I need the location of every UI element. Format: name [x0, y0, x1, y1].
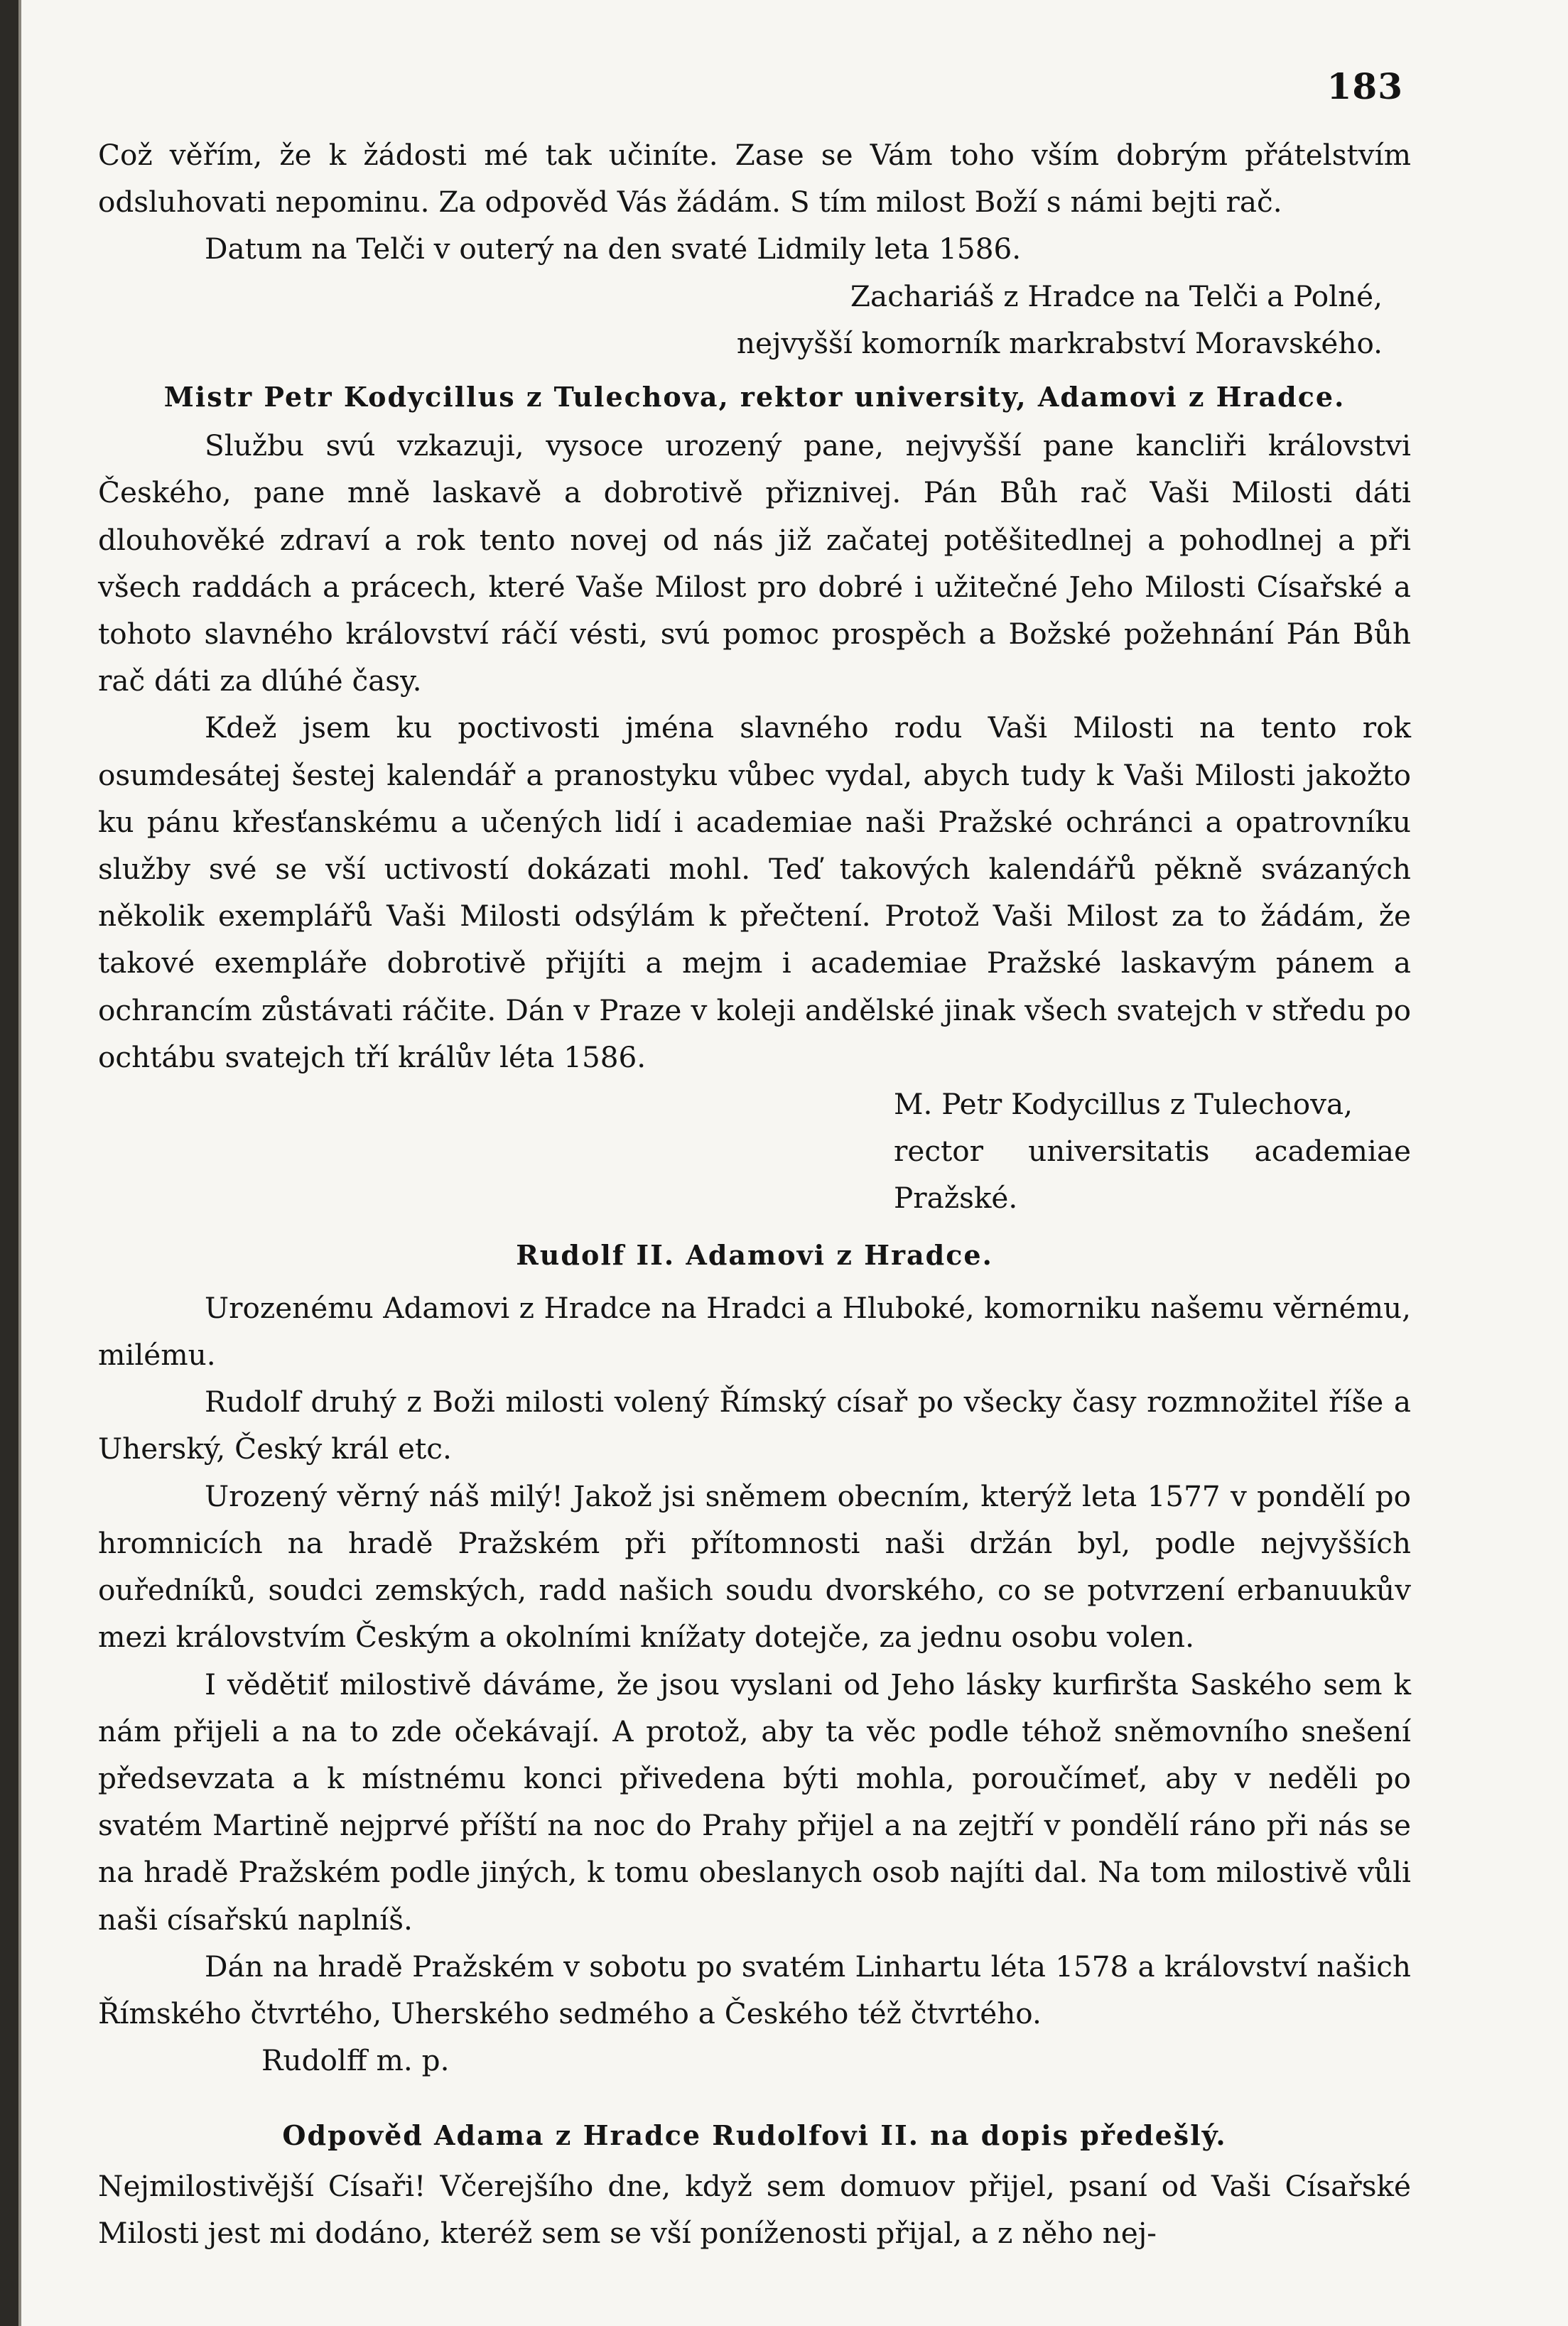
- letter4-paragraph-1: Nejmilostivější Císaři! Včerejšího dne, když sem domuov přijel, psaní od Vaši Císařské Milosti jest mi dodáno, kteréž sem se vší poníženosti přijal, a z něho nej-: [98, 2168, 1411, 2250]
- letter1-closing-paragraph: Což věřím, že k žádosti mé tak učiníte. Zase se Vám toho vším dobrým přátelstvím odsluhovati nepominu. Za odpověd Vás žádám. S tím milost Boží s námi bejti rač.: [98, 138, 1411, 220]
- letter1-date: Datum na Telči v outerý na den svaté Lidmily leta 1586.: [205, 232, 1022, 266]
- page-text: [98, 131, 1411, 2256]
- letter2-signature-title: rector universitatis academiae Pražské.: [894, 1134, 1411, 1216]
- letter3-heading: Rudolf II. Adamovi z Hradce.: [516, 1238, 993, 1271]
- page-number: 183: [1326, 65, 1403, 107]
- book-gutter-edge: [0, 0, 18, 2326]
- letter3-address: Urozenému Adamovi z Hradce na Hradci a Hluboké, komorniku našemu věrnému, milému.: [98, 1290, 1411, 1373]
- letter2-signature-name: M. Petr Kodycillus z Tulechova,: [894, 1087, 1353, 1122]
- letter1-signature-name: Zachariáš z Hradce na Telči a Polné,: [850, 278, 1383, 313]
- letter2-paragraph-2: Kdež jsem ku poctivosti jména slavného rodu Vaši Milosti na tento rok osumdesátej šestej kalendář a pranostyku vůbec vydal, abych tudy k Vaši Milosti jakožto ku pánu křesťanskému a učených lidí i academiae naši Pražské ochránci a opatrovníku služby své se vší uctivostí dokázati mohl. Teď takových kalendářů pěkně svázaných několik exemplářů Vaši Milosti odsýlám k přečtení. Protož Vaši Milost za to žádám, že takové exempláře dobrotivě přijíti a mejm i academiae Pražské laskavým pánem a ochrancím zůstávati ráčite. Dán v Praze v koleji andělské jinak všech svatejch v středu po ochtábu svatejch tří králův léta 1586.: [98, 710, 1411, 1074]
- letter2-paragraph-1: Službu svú vzkazuji, vysoce urozený pane, nejvyšší pane kancliři královstvi Českého, pane mně laskavě a dobrotivě přiznivej. Pán Bůh rač Vaši Milosti dáti dlouhověké zdraví a rok tento novej od nás již začatej potěšitedlnej a pohodlnej a při všech raddách a prácech, které Vaše Milost pro dobré i užitečné Jeho Milosti Císařské a tohoto slavného království ráčí vésti, svú pomoc prospěch a Božské požehnání Pán Bůh rač dáti za dlúhé časy.: [98, 428, 1411, 698]
- letter1-signature-title: nejvyšší komorník markrabství Moravského.: [736, 325, 1383, 360]
- letter3-signature: Rudolff m. p.: [261, 2043, 450, 2078]
- letter4-heading: Odpověd Adama z Hradce Rudolfovi II. na dopis předešlý.: [282, 2119, 1227, 2152]
- letter2-heading: Mistr Petr Kodycillus z Tulechova, rektor university, Adamovi z Hradce.: [163, 381, 1346, 413]
- letter3-paragraph-2: I vědětiť milostivě dáváme, že jsou vyslani od Jeho lásky kurfiršta Saského sem k nám přijeli a na to zde očekávají. A protož, aby ta věc podle téhož sněmovního snešení předsevzata a k místnému konci přivedena býti mohla, poroučímeť, aby v neděli po svatém Martině nejprvé příští na noc do Prahy přijel a na zejtří v pondělí ráno při nás se na hradě Pražském podle jiných, k tomu obeslanych osob najíti dal. Na tom milostivě vůli naši císařskú naplníš.: [98, 1667, 1411, 1937]
- letter3-title: Rudolf druhý z Boži milosti volený Římský císař po všecky časy rozmnožitel říše a Uherský, Český král etc.: [98, 1385, 1411, 1466]
- letter3-paragraph-1: Urozený věrný náš milý! Jakož jsi sněmem obecním, kterýž leta 1577 v pondělí po hromnicích na hradě Pražském při přítomnosti naši držán byl, podle nejvyšších ouředníků, soudci zemských, radd našich soudu dvorského, co se potvrzení erbanuukův mezi královstvím Českým a okolními knížaty dotejče, za jednu osobu volen.: [98, 1478, 1411, 1655]
- book-page: [21, 0, 1568, 2326]
- letter3-date: Dán na hradě Pražském v sobotu po svatém Linhartu léta 1578 a království našich Římského čtvrtého, Uherského sedmého a Českého též čtvrtého.: [98, 1949, 1411, 2030]
